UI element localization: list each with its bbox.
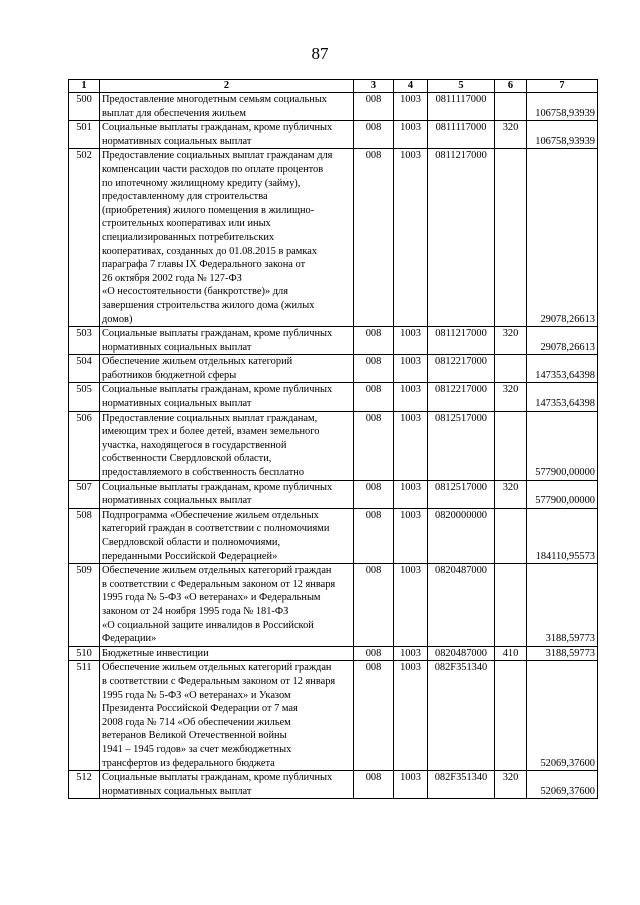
row-name-line: Обеспечение жильем отдельных категорий (102, 356, 293, 368)
row-number-cell: 501 (69, 121, 100, 149)
expense-type-cell: 320 (495, 771, 527, 799)
expense-type-cell (495, 93, 527, 121)
section-code-cell: 1003 (394, 646, 428, 661)
page-number: 87 (311, 44, 329, 63)
table-row (69, 121, 598, 149)
target-article-cell: 0812217000 (428, 383, 495, 411)
department-code-cell: 008 (354, 149, 394, 327)
row-name-line: трансфертов из федерального бюджета (102, 757, 275, 769)
column-header: 6 (495, 80, 527, 93)
row-name-line: (приобретения) жилого помещения в жилищно- (102, 204, 315, 216)
expense-type-cell: 410 (495, 646, 527, 661)
row-name-line: Подпрограмма «Обеспечение жильем отдельных (102, 509, 319, 521)
column-header: 1 (69, 80, 100, 93)
amount-cell: 29078,26613 (527, 327, 598, 355)
row-number-cell: 507 (69, 480, 100, 508)
row-name-line: 1995 года № 5-ФЗ «О ветеранах» и Федеральным (102, 592, 321, 604)
target-article-cell: 0820000000 (428, 508, 495, 563)
table-row (69, 508, 598, 563)
table-row (69, 327, 598, 355)
target-article-cell: 0820487000 (428, 646, 495, 661)
row-name-line: переданными Российской Федерацией» (102, 550, 278, 562)
target-article-cell: 0811117000 (428, 93, 495, 121)
header-row (69, 80, 598, 93)
amount-cell: 29078,26613 (527, 149, 598, 327)
row-name-line: Предоставление многодетным семьям социальных (102, 94, 327, 105)
expense-type-cell: 320 (495, 327, 527, 355)
expense-type-cell (495, 149, 527, 327)
expense-type-cell: 320 (495, 383, 527, 411)
row-number-cell: 504 (69, 355, 100, 383)
row-name-line: Предоставление социальных выплат гражданам для (102, 150, 333, 162)
row-name-line: 2008 года № 714 «Об обеспечении жильем (102, 716, 291, 728)
department-code-cell: 008 (354, 93, 394, 121)
amount-cell: 3188,59773 (527, 646, 598, 661)
row-name-line: Социальные выплаты гражданам, кроме публичных (102, 384, 333, 396)
row-name-line: специализированных потребительских (102, 231, 275, 243)
table-row (69, 771, 598, 799)
department-code-cell: 008 (354, 480, 394, 508)
row-name-line: Обеспечение жильем отдельных категорий граждан (102, 565, 332, 577)
row-number-cell: 502 (69, 149, 100, 327)
row-name-line: имеющим трех и более детей, взамен земельного (102, 426, 320, 438)
row-name-line: 26 октября 2002 года № 127-ФЗ (102, 272, 242, 284)
row-name-line: Предоставление социальных выплат гражданам, (102, 412, 318, 424)
row-name-cell (100, 508, 354, 563)
row-name-line: Обеспечение жильем отдельных категорий граждан (102, 662, 332, 674)
row-name-cell (100, 93, 354, 121)
row-name-line: параграфа 7 главы IX Федерального закона от (102, 259, 306, 271)
row-name-line: Федерации» (102, 633, 157, 645)
department-code-cell: 008 (354, 121, 394, 149)
expense-type-cell (495, 564, 527, 647)
expense-type-cell (495, 661, 527, 771)
row-name-line: Социальные выплаты гражданам, кроме публичных (102, 772, 333, 784)
table-row (69, 93, 598, 121)
row-name-cell (100, 355, 354, 383)
row-name-line: нормативных социальных выплат (102, 495, 252, 507)
row-name-line: Социальные выплаты гражданам, кроме публичных (102, 328, 333, 340)
row-name-line: нормативных социальных выплат (102, 135, 252, 147)
row-name-cell (100, 771, 354, 799)
row-name-line: нормативных социальных выплат (102, 398, 252, 410)
department-code-cell: 008 (354, 661, 394, 771)
section-code-cell: 1003 (394, 149, 428, 327)
amount-cell: 577900,00000 (527, 480, 598, 508)
row-name-line: Социальные выплаты гражданам, кроме публичных (102, 481, 333, 493)
department-code-cell: 008 (354, 327, 394, 355)
row-name-cell (100, 149, 354, 327)
row-name-line: предоставляемого в собственность бесплатно (102, 467, 305, 479)
row-name-line: работников бюджетной сферы (102, 369, 237, 381)
row-name-line: строительных кооперативах или иных (102, 218, 271, 230)
column-header: 5 (428, 80, 495, 93)
row-name-line: 1995 года № 5-ФЗ «О ветеранах» и Указом (102, 689, 291, 701)
amount-cell: 184110,95573 (527, 508, 598, 563)
row-number-cell: 508 (69, 508, 100, 563)
row-number-cell: 512 (69, 771, 100, 799)
row-name-line: предоставленному для строительства (102, 191, 268, 203)
row-number-cell: 511 (69, 661, 100, 771)
section-code-cell: 1003 (394, 93, 428, 121)
row-name-line: законом от 24 ноября 1995 года № 181-ФЗ (102, 605, 289, 617)
amount-cell: 106758,93939 (527, 121, 598, 149)
target-article-cell: 082F351340 (428, 661, 495, 771)
row-name-cell (100, 121, 354, 149)
row-number-cell: 510 (69, 646, 100, 661)
section-code-cell: 1003 (394, 327, 428, 355)
target-article-cell: 082F351340 (428, 771, 495, 799)
row-number-cell: 506 (69, 411, 100, 480)
row-name-line: нормативных социальных выплат (102, 341, 252, 353)
row-name-cell (100, 383, 354, 411)
amount-cell: 147353,64398 (527, 383, 598, 411)
row-name-line: компенсации части расходов по оплате процентов (102, 163, 324, 175)
target-article-cell: 0820487000 (428, 564, 495, 647)
department-code-cell: 008 (354, 355, 394, 383)
target-article-cell: 0811117000 (428, 121, 495, 149)
department-code-cell: 008 (354, 771, 394, 799)
section-code-cell: 1003 (394, 564, 428, 647)
department-code-cell: 008 (354, 646, 394, 661)
row-name-line: 1941 – 1945 годов» за счет межбюджетных (102, 743, 292, 755)
table-body (69, 93, 598, 799)
row-name-cell (100, 661, 354, 771)
table-row (69, 149, 598, 327)
target-article-cell: 0812517000 (428, 411, 495, 480)
row-name-line: «О социальной защите инвалидов в Российской (102, 619, 314, 631)
section-code-cell: 1003 (394, 121, 428, 149)
row-name-line: участка, находящегося в государственной (102, 439, 287, 451)
column-header: 3 (354, 80, 394, 93)
row-name-line: Президента Российской Федерации от 7 мая (102, 703, 298, 715)
section-code-cell: 1003 (394, 480, 428, 508)
column-header: 7 (527, 80, 598, 93)
row-name-cell (100, 327, 354, 355)
amount-cell: 577900,00000 (527, 411, 598, 480)
budget-table (68, 79, 598, 799)
amount-cell: 106758,93939 (527, 93, 598, 121)
row-name-line: категорий граждан в соответствии с полномочиями (102, 523, 330, 535)
row-name-line: Бюджетные инвестиции (102, 647, 209, 659)
row-name-line: по ипотечному жилищному кредиту (займу), (102, 177, 301, 189)
department-code-cell: 008 (354, 564, 394, 647)
table-row (69, 646, 598, 661)
department-code-cell: 008 (354, 508, 394, 563)
row-name-line: в соответствии с Федеральным законом от 12 января (102, 675, 336, 687)
row-name-cell (100, 564, 354, 647)
expense-type-cell (495, 411, 527, 480)
row-name-cell (100, 646, 354, 661)
table-row (69, 383, 598, 411)
target-article-cell: 0812217000 (428, 355, 495, 383)
section-code-cell: 1003 (394, 771, 428, 799)
table-row (69, 411, 598, 480)
expense-type-cell (495, 355, 527, 383)
row-name-line: «О несостоятельности (банкротстве)» для (102, 286, 288, 298)
row-name-line: Социальные выплаты гражданам, кроме публичных (102, 122, 333, 134)
row-number-cell: 500 (69, 93, 100, 121)
department-code-cell: 008 (354, 383, 394, 411)
amount-cell: 147353,64398 (527, 355, 598, 383)
row-name-line: нормативных социальных выплат (102, 785, 252, 797)
section-code-cell: 1003 (394, 661, 428, 771)
row-number-cell: 509 (69, 564, 100, 647)
table-row (69, 355, 598, 383)
row-name-line: Свердловской области и полномочиями, (102, 537, 281, 548)
section-code-cell: 1003 (394, 508, 428, 563)
amount-cell: 52069,37600 (527, 771, 598, 799)
row-name-cell (100, 411, 354, 480)
table-row (69, 480, 598, 508)
row-name-line: выплат для обеспечения жильем (102, 107, 246, 119)
table-row (69, 564, 598, 647)
expense-type-cell (495, 508, 527, 563)
row-name-line: ветеранов Великой Отечественной войны (102, 730, 287, 742)
column-header: 4 (394, 80, 428, 93)
target-article-cell: 0812517000 (428, 480, 495, 508)
target-article-cell: 0811217000 (428, 149, 495, 327)
amount-cell: 3188,59773 (527, 564, 598, 647)
department-code-cell: 008 (354, 411, 394, 480)
target-article-cell: 0811217000 (428, 327, 495, 355)
section-code-cell: 1003 (394, 383, 428, 411)
expense-type-cell: 320 (495, 480, 527, 508)
amount-cell: 52069,37600 (527, 661, 598, 771)
row-number-cell: 503 (69, 327, 100, 355)
row-name-line: кооперативах, созданных до 01.08.2015 в рамках (102, 245, 318, 257)
row-name-cell (100, 480, 354, 508)
row-name-line: собственности Свердловской области, (102, 453, 272, 465)
section-code-cell: 1003 (394, 411, 428, 480)
row-name-line: домов) (102, 313, 133, 325)
column-header: 2 (100, 80, 354, 93)
row-name-line: завершения строительства жилого дома (жилых (102, 299, 315, 311)
expense-type-cell: 320 (495, 121, 527, 149)
row-number-cell: 505 (69, 383, 100, 411)
row-name-line: в соответствии с Федеральным законом от 12 января (102, 578, 336, 590)
table-row (69, 661, 598, 771)
section-code-cell: 1003 (394, 355, 428, 383)
